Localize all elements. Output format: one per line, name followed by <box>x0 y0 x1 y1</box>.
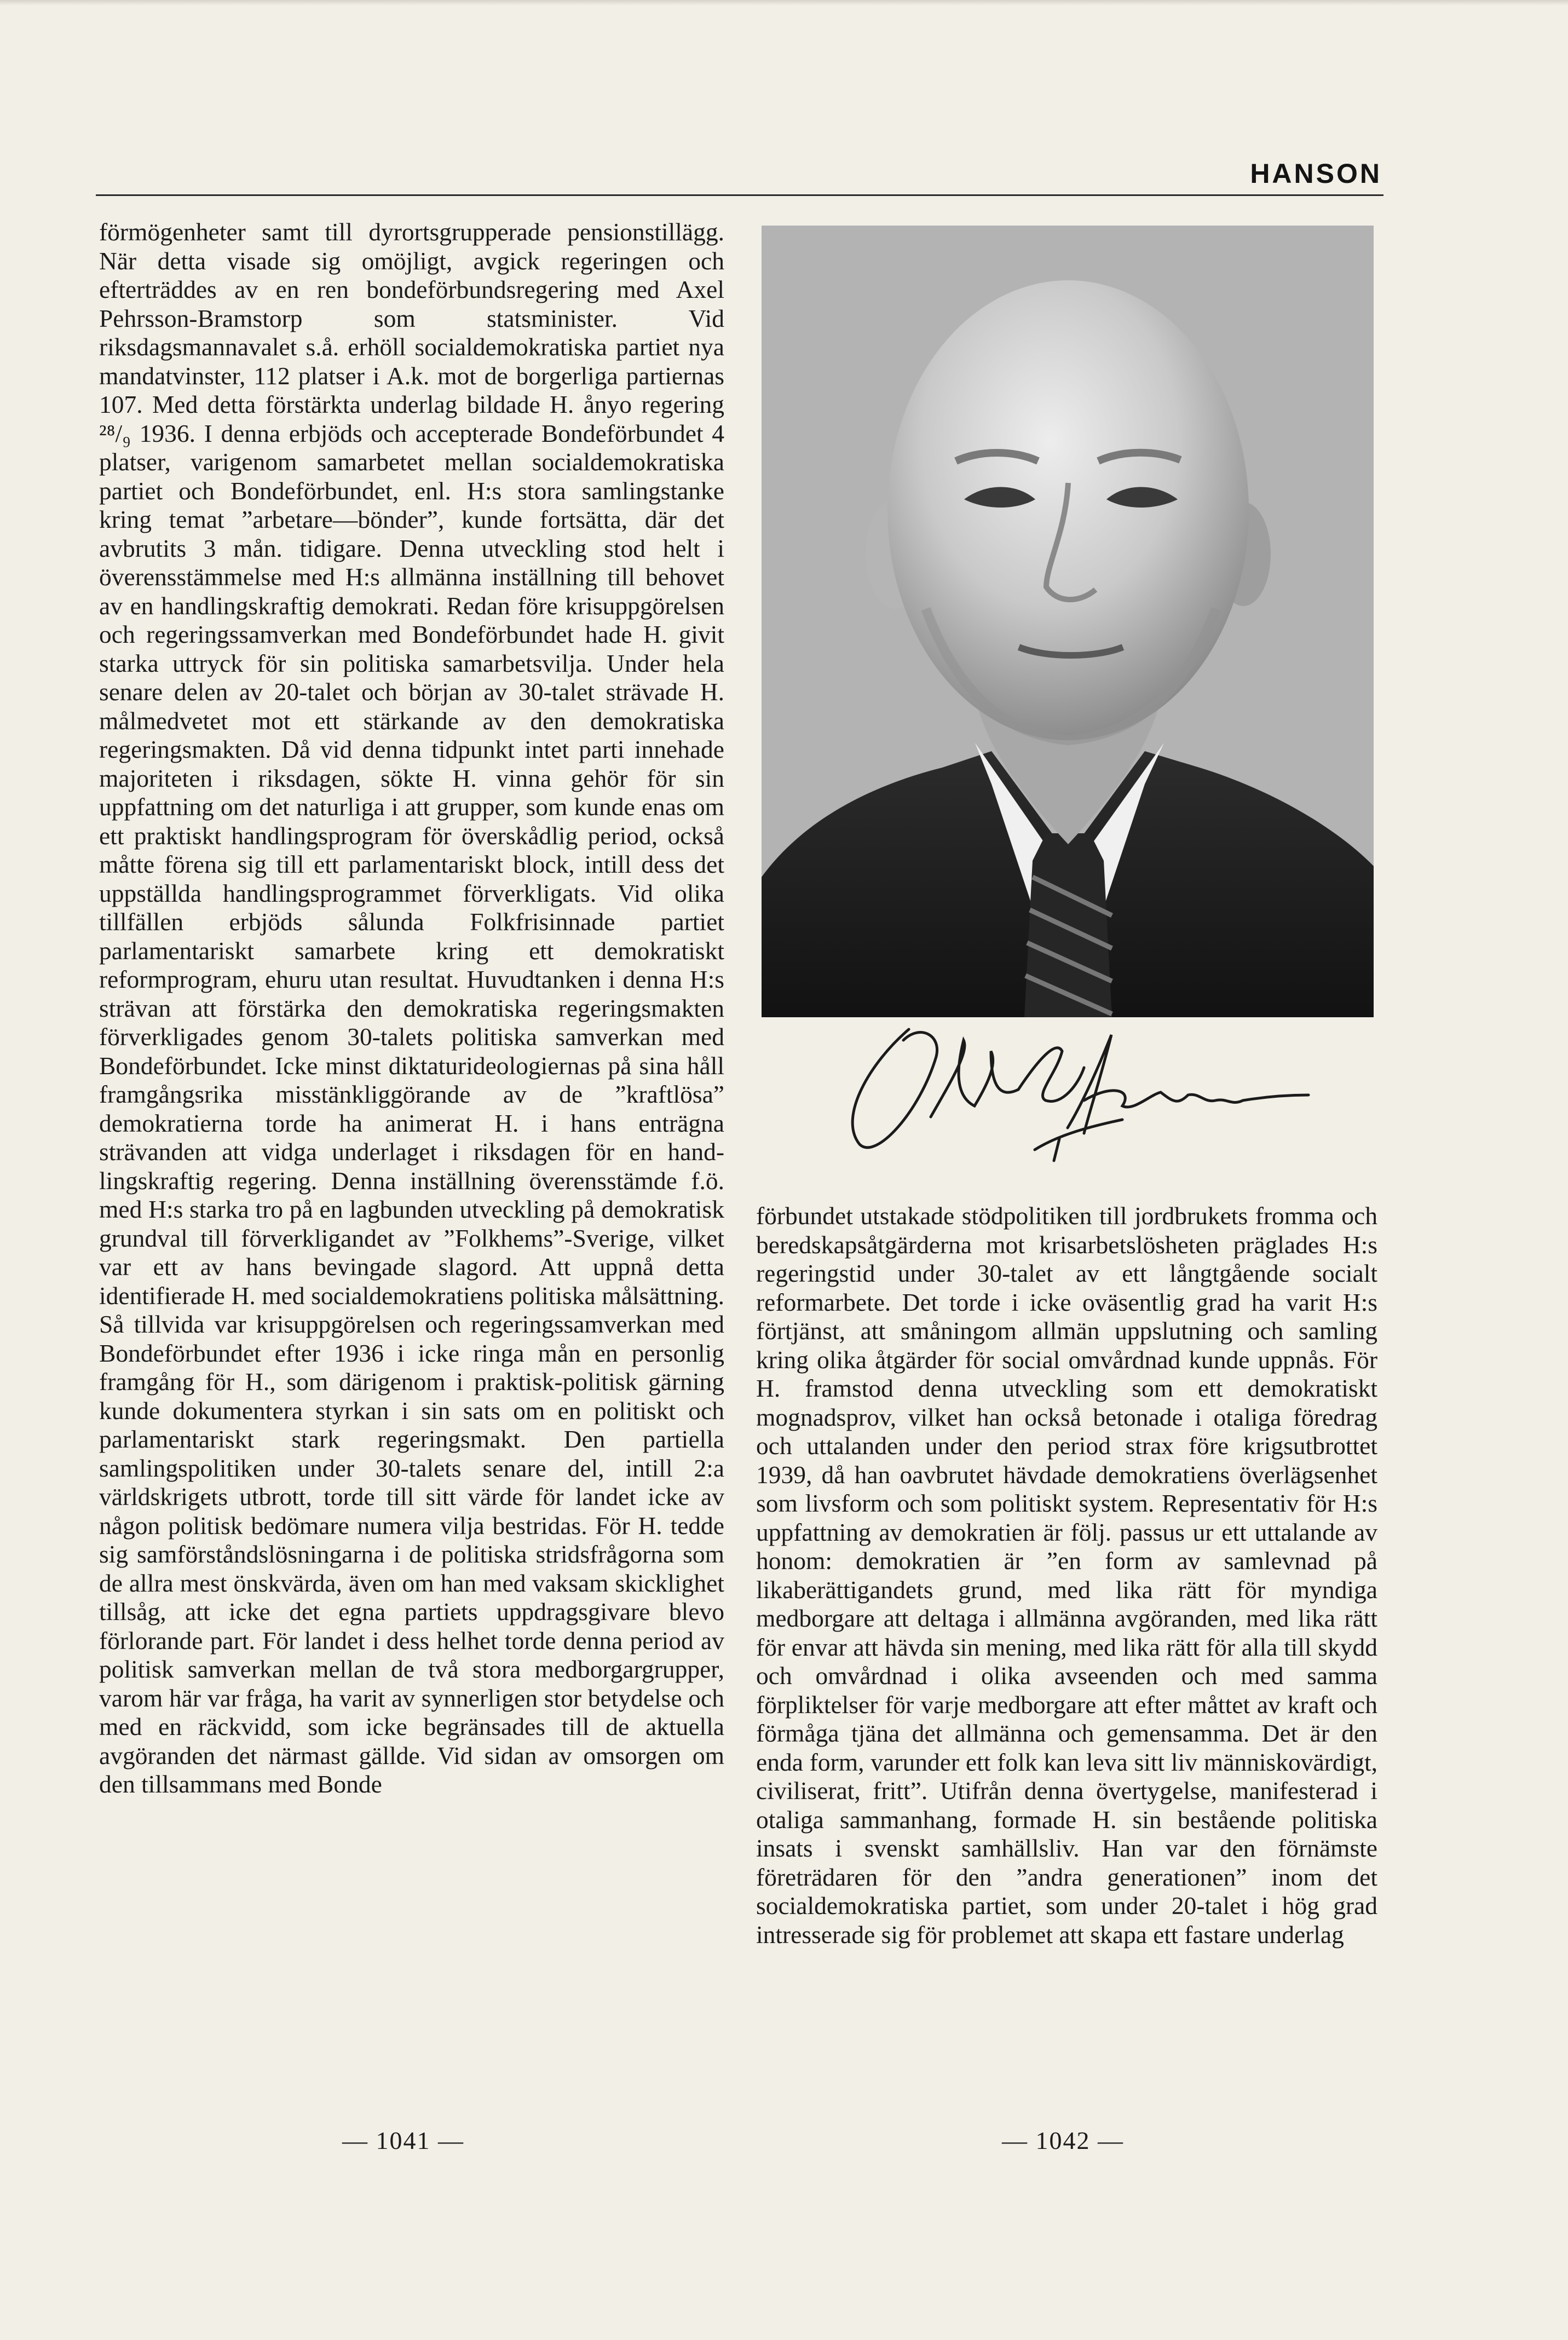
header-rule <box>96 194 1383 196</box>
page-number-left: — 1041 — <box>342 2126 464 2154</box>
right-column <box>756 1202 1377 1949</box>
page-edge <box>0 0 1568 5</box>
left-column <box>99 218 724 1799</box>
page-number-right: — 1042 — <box>1002 2126 1124 2154</box>
running-head: HANSON <box>1250 158 1382 189</box>
signature-handwritten <box>827 1018 1352 1166</box>
right-column-text: förbundet utstakade stödpolitiken till jordbrukets fromma och beredskapsåtgärderna mot krisarbetslösheten präglades H:s regeringstid under 30-talet av ett långtgående socialt reformarbete. Det torde i icke oväsentlig grad ha varit H:s förtjänst, att småningom allmän uppslutning och samling kring olika åtgärder för social omvårdnad kunde uppnås. För H. framstod denna utveckling som ett demokratiskt mognadsprov, vilket han också betonade i otaliga föredrag och uttalanden under den period strax före krigsutbrottet 1939, då han oavbrutet hävdade demokratiens överlägsenhet som livsform och som politiskt system. Representativ för H:s uppfattning av demokratien är följ. passus ur ett uttalande av honom: demokratien är ”en form av samlevnad på likaberättigandets grund, med lika rätt för myndiga medborgare att deltaga i allmänna avgöranden, med lika rätt för envar att hävda sin mening, med lika rätt för alla till skydd och omvårdnad i olika avseenden och med samma förpliktelser för varje medborgare att efter måttet av kraft och förmåga tjäna det allmänna och gemensamma. Det är den enda form, varunder ett folk kan leva sitt liv människovärdigt, civiliserat, fritt”. Utifrån denna övertygelse, manifesterad i otaliga sammanhang, formade H. sin bestående politiska insats i svenskt samhällsliv. Han var den förnämste företrädaren för den ”andra generationen” inom det socialdemokratiska partiet, som under 20-talet i hög grad intresserade sig för problemet att skapa ett fastare underlag <box>756 1202 1377 1949</box>
left-column-text: förmögenheter samt till dyrortsgrupperade pensionstillägg. När detta visade sig omöjligt, avgick regeringen och efterträddes av en ren bondeförbundsregering med Axel Pehrsson-Bramstorp som statsminister. Vid riksdagsmannavalet s.å. erhöll socialdemokratiska partiet nya mandatvinster, 112 platser i A.k. mot de borgerliga partiernas 107. Med detta förstärkta underlag bildade H. ånyo regering ²⁸/₉ 1936. I denna erbjöds och accepterade Bondeförbundet 4 platser, varigenom samarbetet mellan socialdemokratiska partiet och Bondeförbundet, enl. H:s stora samlingstanke kring temat ”arbetare—bönder”, kunde fortsätta, där det avbrutits 3 mån. tidigare. Denna utveckling stod helt i överensstämmelse med H:s allmänna inställning till behovet av en handlingskraftig demokrati. Redan före krisuppgörelsen och regeringssamverkan med Bondeförbundet hade H. givit starka uttryck för sin politiska samarbetsvilja. Under hela senare delen av 20-talet och början av 30-talet strävade H. målmedvetet mot ett stärkande av den demokratiska regeringsmakten. Då vid denna tidpunkt intet parti innehade majoriteten i riksdagen, sökte H. vinna gehör för sin uppfattning om det naturliga i att grupper, som kunde enas om ett praktiskt handlingsprogram för överskådlig period, också måtte förena sig till ett parlamentariskt block, intill dess det uppställda handlingsprogrammet förverkligats. Vid olika tillfällen erbjöds sålunda Folkfrisinnade partiet parlamentariskt samarbete kring ett demokratiskt reformprogram, ehuru utan resultat. Huvudtanken i denna H:s strävan att förstärka den demokratiska regeringsmakten förverkligades genom 30-talets politiska samverkan med Bondeförbundet. Icke minst diktaturideologiernas på sina håll framgångsrika misstänkliggörande av de ”kraftlösa” demokratierna torde ha animerat H. i hans enträgna strävanden att vidga underlaget i riksdagen för en handlingskraftig regering. Denna inställning överensstämde f.ö. med H:s starka tro på en lagbunden utveckling på demokratisk grundval till förverkligandet av ”Folkhems”-Sverige, vilket var ett av hans bevingade slagord. Att uppnå detta identifierade H. med socialdemokratiens politiska målsättning. Så tillvida var krisuppgörelsen och regeringssamverkan med Bondeförbundet efter 1936 i icke ringa mån en personlig framgång för H., som därigenom i praktisk-politisk gärning kunde dokumentera styrkan i sin sats om en politiskt och parlamentariskt stark regeringsmakt. Den partiella samlingspolitiken under 30-talets senare del, intill 2:a världskrigets utbrott, torde till sitt värde för landet icke av någon politisk bedömare numera vilja bestridas. För H. tedde sig samförståndslösningarna i de politiska stridsfrågorna som de allra mest önskvärda, även om han med vaksam skicklighet tillsåg, att icke det egna partiets uppdragsgivare blevo förlorande part. För landet i dess helhet torde denna period av politisk samverkan mellan de två stora medborgargrupper, varom här var fråga, ha varit av synnerligen stor betydelse och med en räckvidd, som icke begränsades till de aktuella avgöranden det närmast gällde. Vid sidan av omsorgen om den tillsammans med Bonde <box>99 218 724 1798</box>
portrait-photo <box>762 226 1374 1017</box>
